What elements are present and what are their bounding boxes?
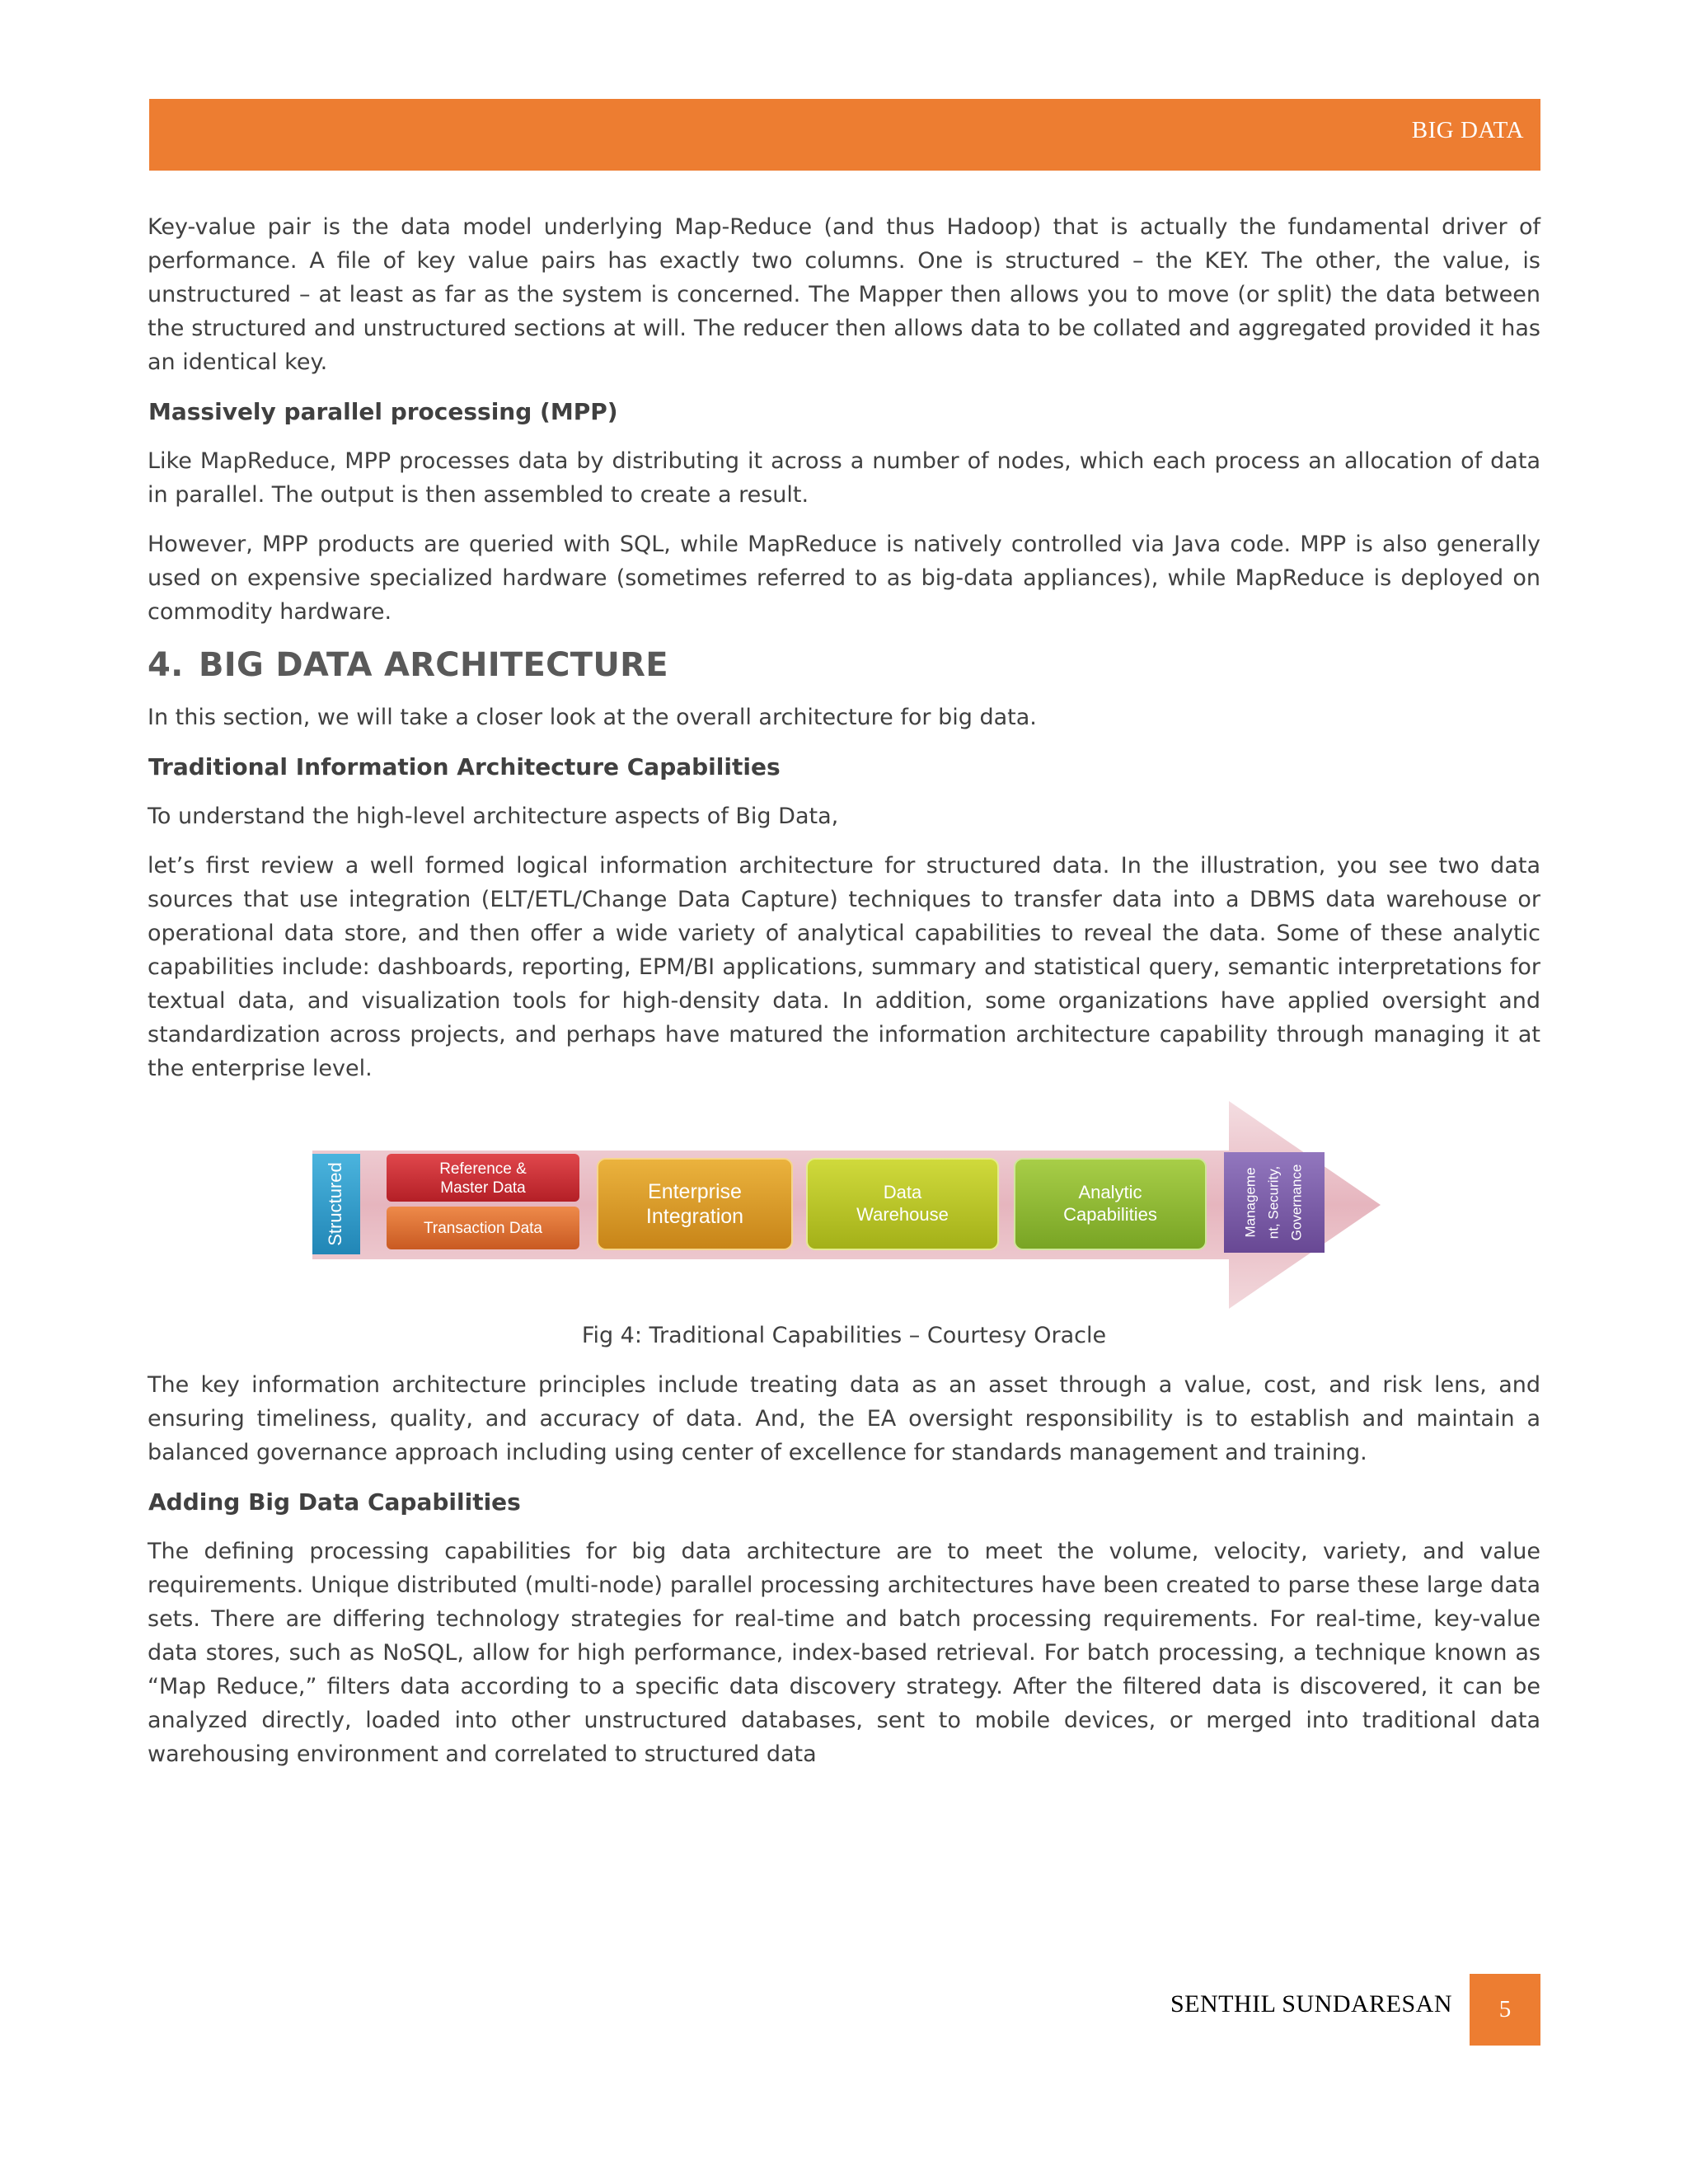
page-content [148,210,1540,1787]
paragraph-review: let’s first review a well formed logical information architecture for structured data. In the illustration, you see two data sources that use integration (ELT/ETL/Change Data Capture) techniques to transfer data into a DBMS data warehouse or operational data store, and then offer a wide variety of analytical capabilities to reveal the data. Some of these analytic capabilities include: dashboards, reporting, EPM/BI applications, summary and statistical query, semantic interpretations for textual data, and visualization tools for high-density data. In addition, some organizations have applied oversight and standardization across projects, and perhaps have matured the information architecture capability through managing it at the enterprise level. [148,853,1540,1081]
heading-adding-big-data: Adding Big Data Capabilities [148,1488,521,1516]
header-bar [149,99,1540,171]
analytic-label-line1: Analytic [1078,1182,1142,1202]
paragraph-key-value: Key-value pair is the data model underlying Map-Reduce (and thus Hadoop) that is actually the fundamental driver of performance. A file of key value pairs has exactly two columns. One is structured – the KEY. The other, the value, is unstructured – at least as far as the system is concerned. The Mapper then allows you to move (or split) the data between the structured and unstructured sections at will. The reducer then allows data to be collated and aggregated provided it has an identical key. [148,214,1540,375]
paragraph-mpp-intro: Like MapReduce, MPP processes data by distributing it across a number of nodes, which each process an allocation of data in parallel. The output is then assembled to create a result. [148,448,1540,508]
analytic-label-line2: Capabilities [1063,1204,1157,1225]
management-label-line3: Governance [1288,1164,1305,1241]
page-number: 5 [1470,1974,1540,2046]
paragraph-principles: The key information architecture principles include treating data as an asset through a value, cost, and risk lens, and ensuring timeliness, quality, and accuracy of data. And, the EA oversight responsibility is to establish and maintain a balanced governance approach including using center of excellence for standards management and training. [148,1372,1540,1465]
enterprise-label-line2: Integration [645,1205,744,1228]
section-number: 4. [148,646,184,684]
footer-author: SENTHIL SUNDARESAN [1170,1990,1452,2018]
paragraph-mpp-sql: However, MPP products are queried with SQL, while MapReduce is natively controlled via Java code. MPP is also generally used on expensive specialized hardware (sometimes referred to as big-data appliances), while MapReduce is deployed on commodity hardware. [148,532,1540,625]
figure-caption: Fig 4: Traditional Capabilities – Courtesy Oracle [581,1323,1107,1348]
heading-mpp: Massively parallel processing (MPP) [148,398,618,425]
structured-label: Structured [324,1162,345,1246]
management-label-line2: nt, Security, [1265,1165,1282,1240]
transaction-label: Transaction Data [424,1220,542,1237]
management-label-line1: Manageme [1242,1167,1259,1238]
heading-traditional: Traditional Information Architecture Capabilities [148,753,781,780]
warehouse-label-line1: Data [883,1182,922,1202]
enterprise-label-line1: Enterprise [648,1180,742,1203]
paragraph-understand: To understand the high-level architecture aspects of Big Data, [148,804,839,829]
paragraph-defining-capabilities: The defining processing capabilities for big data architecture are to meet the volume, velocity, variety, and value requirements. Unique distributed (multi-node) parallel processing architectures have been created to parse these large data sets. There are differing technology strategies for real-time and batch processing requirements. For real-time, key-value data stores, such as NoSQL, allow for high performance, index-based retrieval. For batch processing, a technique known as “Map Reduce,” filters data according to a specific data discovery strategy. After the filtered data is discovered, it can be analyzed directly, loaded into other unstructured databases, sent to mobile devices, or merged into traditional data warehousing environment and correlated to structured data [148,1539,1540,1767]
reference-label-line1: Reference & [439,1160,527,1178]
paragraph-section-intro: In this section, we will take a closer look at the overall architecture for big data. [148,705,1037,730]
enterprise-integration-box [598,1159,792,1249]
warehouse-label-line2: Warehouse [856,1204,949,1225]
section-title: BIG DATA ARCHITECTURE [199,646,668,684]
traditional-capabilities-figure [148,1101,1540,1312]
header-title: BIG DATA [1411,117,1524,143]
section-heading [148,644,1540,686]
figure-diagram [148,1101,1540,1312]
reference-label-line2: Master Data [440,1179,526,1197]
